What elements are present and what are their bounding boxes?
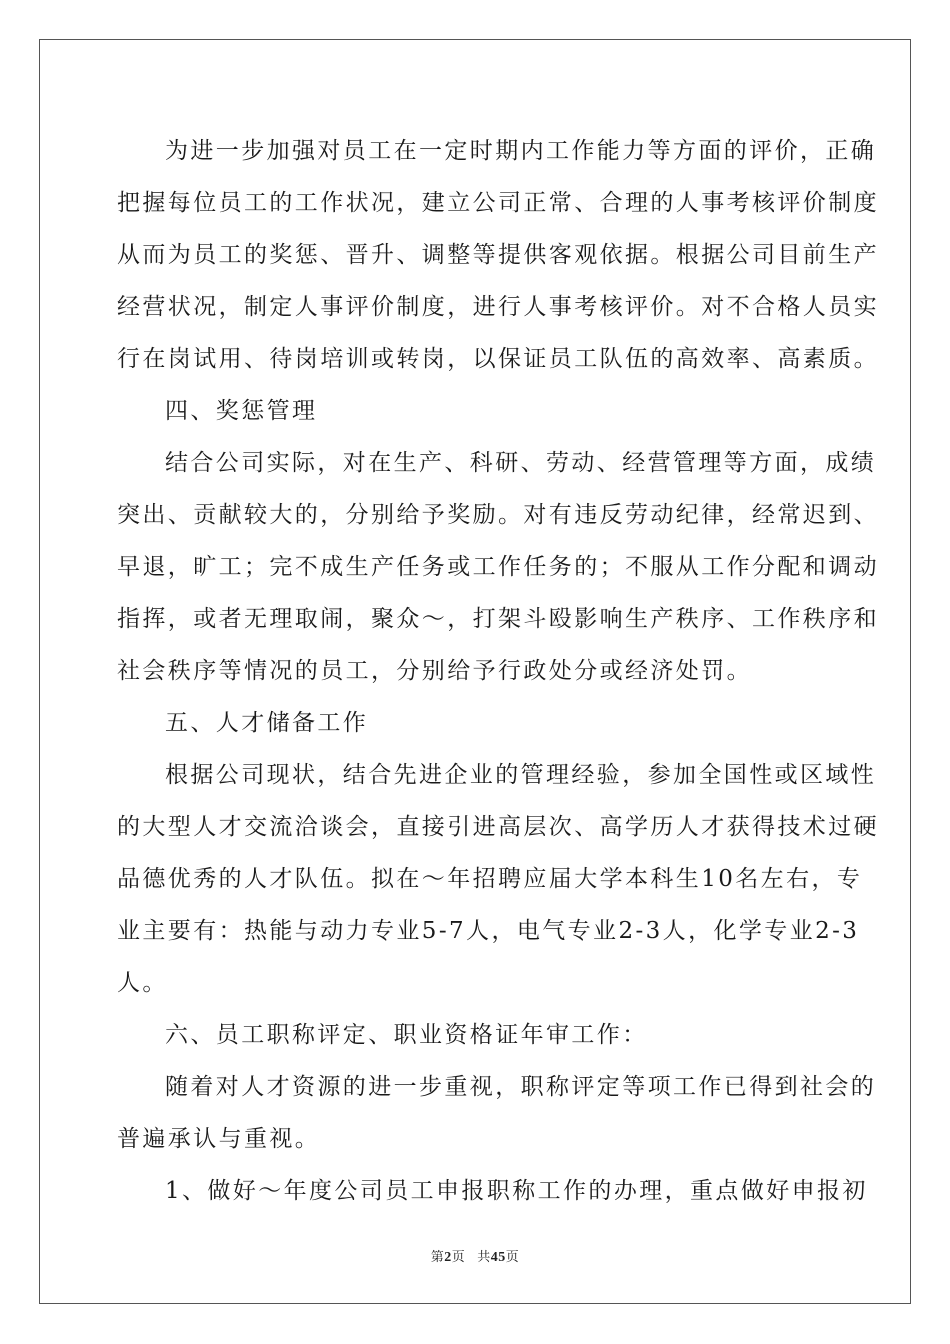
paragraph-line: 经营状况，制定人事评价制度，进行人事考核评价。对不合格人员实 (117, 294, 879, 320)
paragraph-line: 为进一步加强对员工在一定时期内工作能力等方面的评价，正确 (165, 138, 877, 164)
page-prefix: 第 (430, 1250, 445, 1265)
page-number: 2 (444, 1250, 452, 1265)
paragraph-line: 结合公司实际，对在生产、科研、劳动、经营管理等方面，成绩 (165, 450, 877, 476)
paragraph-line: 指挥，或者无理取闹，聚众～，打架斗殴影响生产秩序、工作秩序和 (117, 606, 879, 632)
page-total: 45 (490, 1250, 506, 1265)
total-prefix: 共 (477, 1250, 491, 1265)
page-unit: 页 (451, 1250, 466, 1265)
document-body (117, 125, 879, 1217)
paragraph-line: 普遍承认与重视。 (117, 1126, 321, 1152)
paragraph-line: 业主要有：热能与动力专业5-7人，电气专业2-3人，化学专业2-3 (117, 918, 860, 944)
section-heading: 五、人才储备工作 (165, 710, 369, 736)
paragraph-line: 行在岗试用、待岗培训或转岗，以保证员工队伍的高效率、高素质。 (117, 346, 879, 372)
total-unit: 页 (505, 1250, 520, 1265)
paragraph-line: 随着对人才资源的进一步重视，职称评定等项工作已得到社会的 (165, 1074, 877, 1100)
paragraph-line: 早退，旷工；完不成生产任务或工作任务的；不服从工作分配和调动 (117, 554, 879, 580)
paragraph-line: 的大型人才交流洽谈会，直接引进高层次、高学历人才获得技术过硬 (117, 814, 879, 840)
paragraph-line: 社会秩序等情况的员工，分别给予行政处分或经济处罚。 (117, 658, 752, 684)
paragraph-line: 从而为员工的奖惩、晋升、调整等提供客观依据。根据公司目前生产 (117, 242, 879, 268)
paragraph-line: 品德优秀的人才队伍。拟在～年招聘应届大学本科生10名左右，专 (117, 866, 863, 892)
section-heading: 六、员工职称评定、职业资格证年审工作： (165, 1022, 648, 1048)
paragraph-line: 突出、贡献较大的，分别给予奖励。对有违反劳动纪律，经常迟到、 (117, 502, 879, 528)
paragraph-line: 人。 (117, 970, 168, 996)
page-footer (0, 1246, 950, 1266)
section-heading: 四、奖惩管理 (165, 398, 318, 424)
paragraph-line: 把握每位员工的工作状况，建立公司正常、合理的人事考核评价制度 (117, 190, 879, 216)
paragraph-line: 1、做好～年度公司员工申报职称工作的办理，重点做好申报初 (165, 1178, 868, 1204)
paragraph-line: 根据公司现状，结合先进企业的管理经验，参加全国性或区域性 (165, 762, 877, 788)
